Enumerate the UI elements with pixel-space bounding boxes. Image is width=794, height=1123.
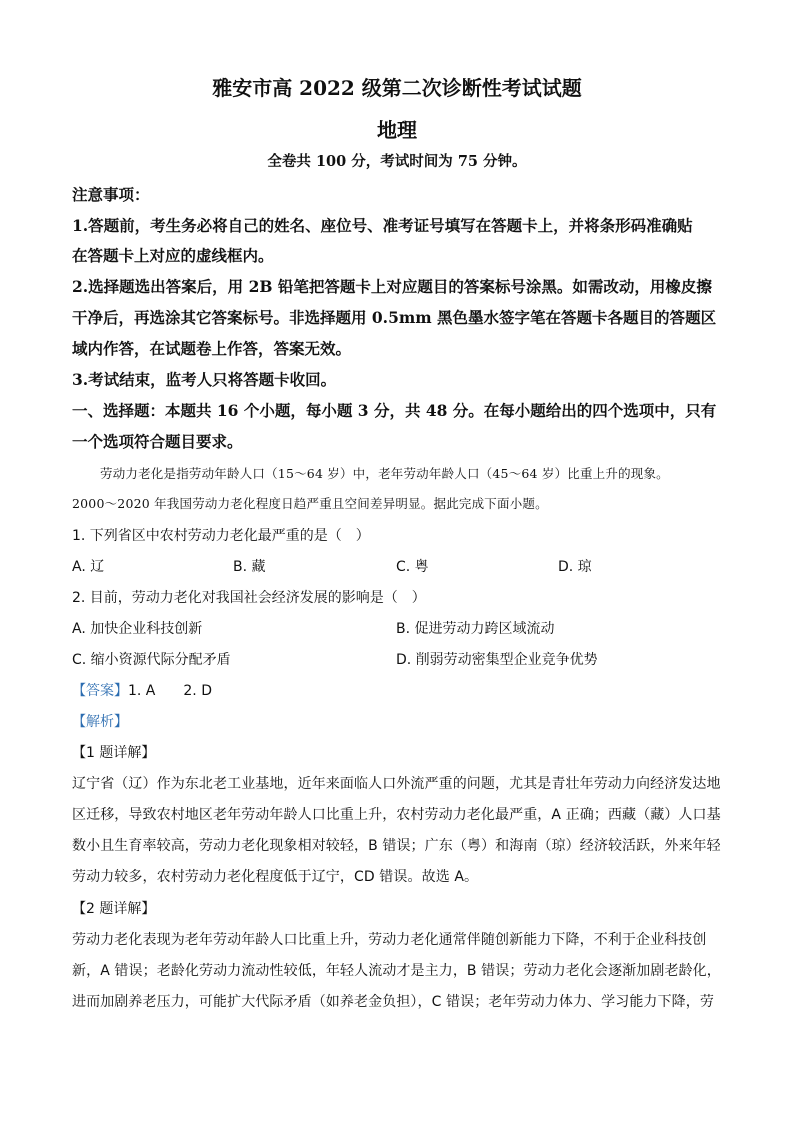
question-2-option-a: A. 加快企业科技创新 <box>72 621 203 637</box>
question-1-option-b: B. 藏 <box>233 559 266 575</box>
notice-item-3: 3.考试结束，监考人只将答题卡收回。 <box>72 370 337 389</box>
question-1-stem: 1. 下列省区中农村劳动力老化最严重的是（ ） <box>72 528 370 544</box>
question-2-option-b: B. 促进劳动力跨区域流动 <box>396 621 555 637</box>
q2-detail-line-3: 进而加剧养老压力，可能扩大代际矛盾（如养老金负担），C 错误；老年劳动力体力、学习能力下降，劳 <box>72 994 714 1010</box>
question-1-option-d: D. 琼 <box>558 559 592 575</box>
notice-heading: 注意事项： <box>72 185 150 204</box>
exam-title: 雅安市高 2022 级第二次诊断性考试试题 <box>212 76 582 100</box>
subject-title: 地理 <box>377 118 417 142</box>
notice-item-1a: 1.答题前，考生务必将自己的姓名、座位号、准考证号填写在答题卡上，并将条形码准确贴 <box>72 216 693 235</box>
q1-detail-tag: 【1 题详解】 <box>72 745 156 761</box>
material-line-1: 劳动力老化是指劳动年龄人口（15～64 岁）中，老年劳动年龄人口（45～64 岁）比重上升的现象。 <box>100 466 669 481</box>
material-line-2: 2000～2020 年我国劳动力老化程度日趋严重且空间差异明显。据此完成下面小题。 <box>72 496 548 511</box>
q2-detail-line-1: 劳动力老化表现为老年劳动年龄人口比重上升，劳动力老化通常伴随创新能力下降，不利于企业科技创 <box>72 932 707 948</box>
question-2-option-c: C. 缩小资源代际分配矛盾 <box>72 652 231 668</box>
exam-note: 全卷共 100 分，考试时间为 75 分钟。 <box>267 153 527 170</box>
notice-item-1b: 在答题卡上对应的虚线框内。 <box>72 246 274 265</box>
notice-item-2c: 域内作答，在试题卷上作答，答案无效。 <box>72 339 352 358</box>
q1-detail-line-4: 劳动力较多，农村劳动力老化程度低于辽宁，CD 错误。故选 A。 <box>72 869 479 885</box>
analysis-tag: 【解析】 <box>72 714 128 730</box>
answer-text: 1. A 2. D <box>128 683 212 699</box>
notice-item-2a: 2.选择题选出答案后，用 2B 铅笔把答题卡上对应题目的答案标号涂黑。如需改动，用橡皮擦 <box>72 277 712 296</box>
question-1-option-c: C. 粤 <box>396 559 429 575</box>
q1-detail-line-1: 辽宁省（辽）作为东北老工业基地，近年来面临人口外流严重的问题，尤其是青壮年劳动力向经济发达地 <box>72 776 721 792</box>
q2-detail-line-2: 新，A 错误；老龄化劳动力流动性较低，年轻人流动才是主力，B 错误；劳动力老化会逐渐加剧老龄化， <box>72 963 721 979</box>
question-2-stem: 2. 目前，劳动力老化对我国社会经济发展的影响是（ ） <box>72 590 426 606</box>
question-2-option-d: D. 削弱劳动密集型企业竞争优势 <box>396 652 598 668</box>
answer-line <box>72 680 212 700</box>
notice-item-2b: 干净后，再选涂其它答案标号。非选择题用 0.5mm 黑色墨水签字笔在答题卡各题目的答题区 <box>72 308 717 327</box>
section-heading-a: 一、选择题：本题共 16 个小题，每小题 3 分，共 48 分。在每小题给出的四个选项中，只有 <box>72 401 717 420</box>
question-1-option-a: A. 辽 <box>72 559 105 575</box>
analysis-line <box>72 711 128 731</box>
section-heading-b: 一个选项符合题目要求。 <box>72 432 243 451</box>
q1-detail-line-3: 数小且生育率较高，劳动力老化现象相对较轻，B 错误；广东（粤）和海南（琼）经济较活跃，外来年轻 <box>72 838 721 854</box>
q2-detail-tag: 【2 题详解】 <box>72 901 156 917</box>
q1-detail-line-2: 区迁移，导致农村地区老年劳动年龄人口比重上升，农村劳动力老化最严重，A 正确；西藏（藏）人口基 <box>72 807 721 823</box>
answer-tag: 【答案】 <box>72 683 128 699</box>
